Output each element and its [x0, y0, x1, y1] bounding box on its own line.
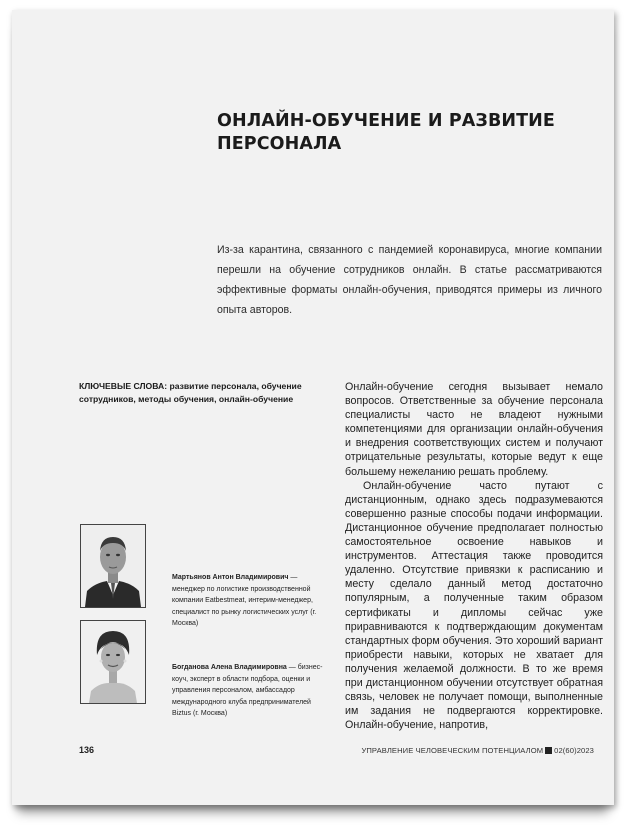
author-photo-male-icon [81, 525, 145, 607]
article-abstract: Из-за карантина, связанного с пандемией коронавируса, многие компании перешли на обучение сотрудников онлайн. В статье рассматриваются эффективные форматы онлайн-обучения, приводятся примеры из личного опыта авторов. [217, 244, 602, 316]
author-bio-1 [172, 572, 330, 630]
journal-name: УПРАВЛЕНИЕ ЧЕЛОВЕЧЕСКИМ ПОТЕНЦИАЛОМ [361, 746, 544, 755]
author-bio-2 [172, 662, 330, 720]
body-paragraph-2: Онлайн-обучение часто путают с дистанционным, однако здесь подразумеваются совершенно разные способы подачи информации. Дистанционное обучение предполагает полностью самостоятельное освоение навыков и инструментов. Аттестация также проводится удаленно. Отсутствие привязки к расписанию и месту сделало данный метод достаточно популярным, а полученные таким образом сертификаты и дипломы сейчас уже приравниваются к подтверждающим документам стандартных форм обучения. Это хороший вариант приобрести навыки, которых не хватает для получения желаемой должности. В то же время при дистанционном обучении отсутствует обратная связь, человек не получает помощи, выполненные им задания не подвергаются корректировке. Онлайн-обучение, напротив, [345, 479, 603, 732]
author-photo-female-icon [81, 621, 145, 703]
square-separator-icon [545, 747, 552, 754]
keywords-label: КЛЮЧЕВЫЕ СЛОВА: [79, 381, 168, 391]
journal-page [12, 10, 614, 805]
keywords-block [79, 380, 329, 406]
author-description-2: — бизнес-коуч, эксперт в области подбора, оценки и управления персоналом, амбассадор международного клуба предпринимателей Biztus (г. Москва) [172, 664, 323, 717]
author-photo-female [80, 620, 146, 704]
body-paragraph-1: Онлайн-обучение сегодня вызывает немало вопросов. Ответственные за обучение персонала специалисты часто не владеют нужными компетенциями для организации онлайн-обучения и внедрения соответствующих систем и получают отрицательные результаты, которые ведут к еще большему нежеланию решать проблему. [345, 381, 603, 478]
author-name-1: Мартьянов Антон Владимирович [172, 574, 289, 581]
keywords-list: развитие персонала, обучение сотрудников, методы обучения, онлайн-обучение [79, 381, 302, 404]
author-description-1: — менеджер по логистике производственной компании Eatbestmeat, интерим-менеджер, специалист по рынку логистических услуг (г. Москва) [172, 574, 317, 627]
author-name-2: Богданова Алена Владимировна [172, 664, 287, 671]
issue-number: 02(60)2023 [554, 746, 594, 755]
page-number: 136 [79, 745, 95, 755]
author-photo-male [80, 524, 146, 608]
article-title: ОНЛАЙН-ОБУЧЕНИЕ И РАЗВИТИЕ ПЕРСОНАЛА [217, 111, 555, 154]
running-footer [361, 746, 594, 755]
article-body [345, 380, 603, 732]
